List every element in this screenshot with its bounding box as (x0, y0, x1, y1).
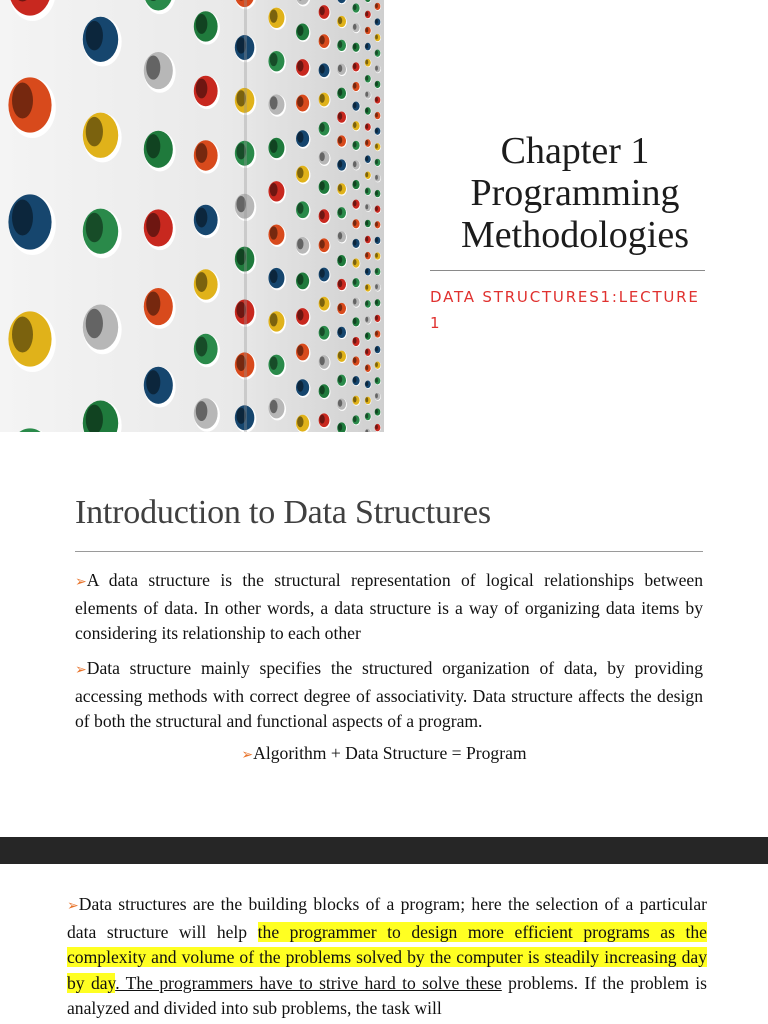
title-line-1: Chapter 1 (500, 130, 650, 172)
arrow-bullet-icon: ➢ (241, 747, 254, 763)
formula-text: Algorithm + Data Structure = Program (253, 743, 527, 763)
intro-slide (0, 432, 768, 837)
text-after: problems. If the problem is analyzed and divided into sub problems, the task will (67, 972, 707, 1019)
underlined-text: . The programmers have to strive hard to solve these (115, 972, 502, 993)
arrow-bullet-icon: ➢ (75, 662, 87, 678)
bullet-item-2 (75, 656, 703, 735)
highlighted-text: the programmer to design more efficient programs as the complexity and volume of the problems solved by the computer is steadily increasing day by day (67, 921, 707, 993)
title-line-3: Methodologies (461, 214, 689, 256)
arrow-bullet-icon: ➢ (67, 898, 79, 914)
title-slide (0, 0, 768, 432)
subtitle-line-1: DATA STRUCTURES1:LECTURE (430, 288, 700, 306)
title-divider (75, 551, 703, 552)
arrow-bullet-icon: ➢ (75, 574, 87, 590)
formula-line (0, 743, 768, 764)
bullet-item (67, 892, 707, 1022)
slide-separator-bar (0, 837, 768, 864)
bullet-text: A data structure is the structural representation of logical relationships between elements of data. In other words, a data structure is a way of organizing data items by considering its relationship to each other (75, 570, 703, 643)
title-line-2: Programming (470, 172, 680, 214)
decorative-perforated-wall-image (0, 0, 384, 432)
slide-title: Introduction to Data Structures (75, 494, 491, 531)
subtitle-line-2: 1 (430, 314, 442, 332)
title-divider (430, 270, 705, 271)
bullet-text: Data structure mainly specifies the structured organization of data, by providing accessing methods with correct degree of associativity. Data structure affects the design of both the structural and functional aspects of a program. (75, 658, 703, 731)
title-block (430, 130, 720, 256)
text-before-highlight: Data structures are the building blocks of a program; here the selection of a particular data structure will help (67, 894, 707, 942)
bullet-item-1 (75, 568, 703, 647)
content-slide (0, 864, 768, 1024)
subtitle (430, 284, 710, 336)
